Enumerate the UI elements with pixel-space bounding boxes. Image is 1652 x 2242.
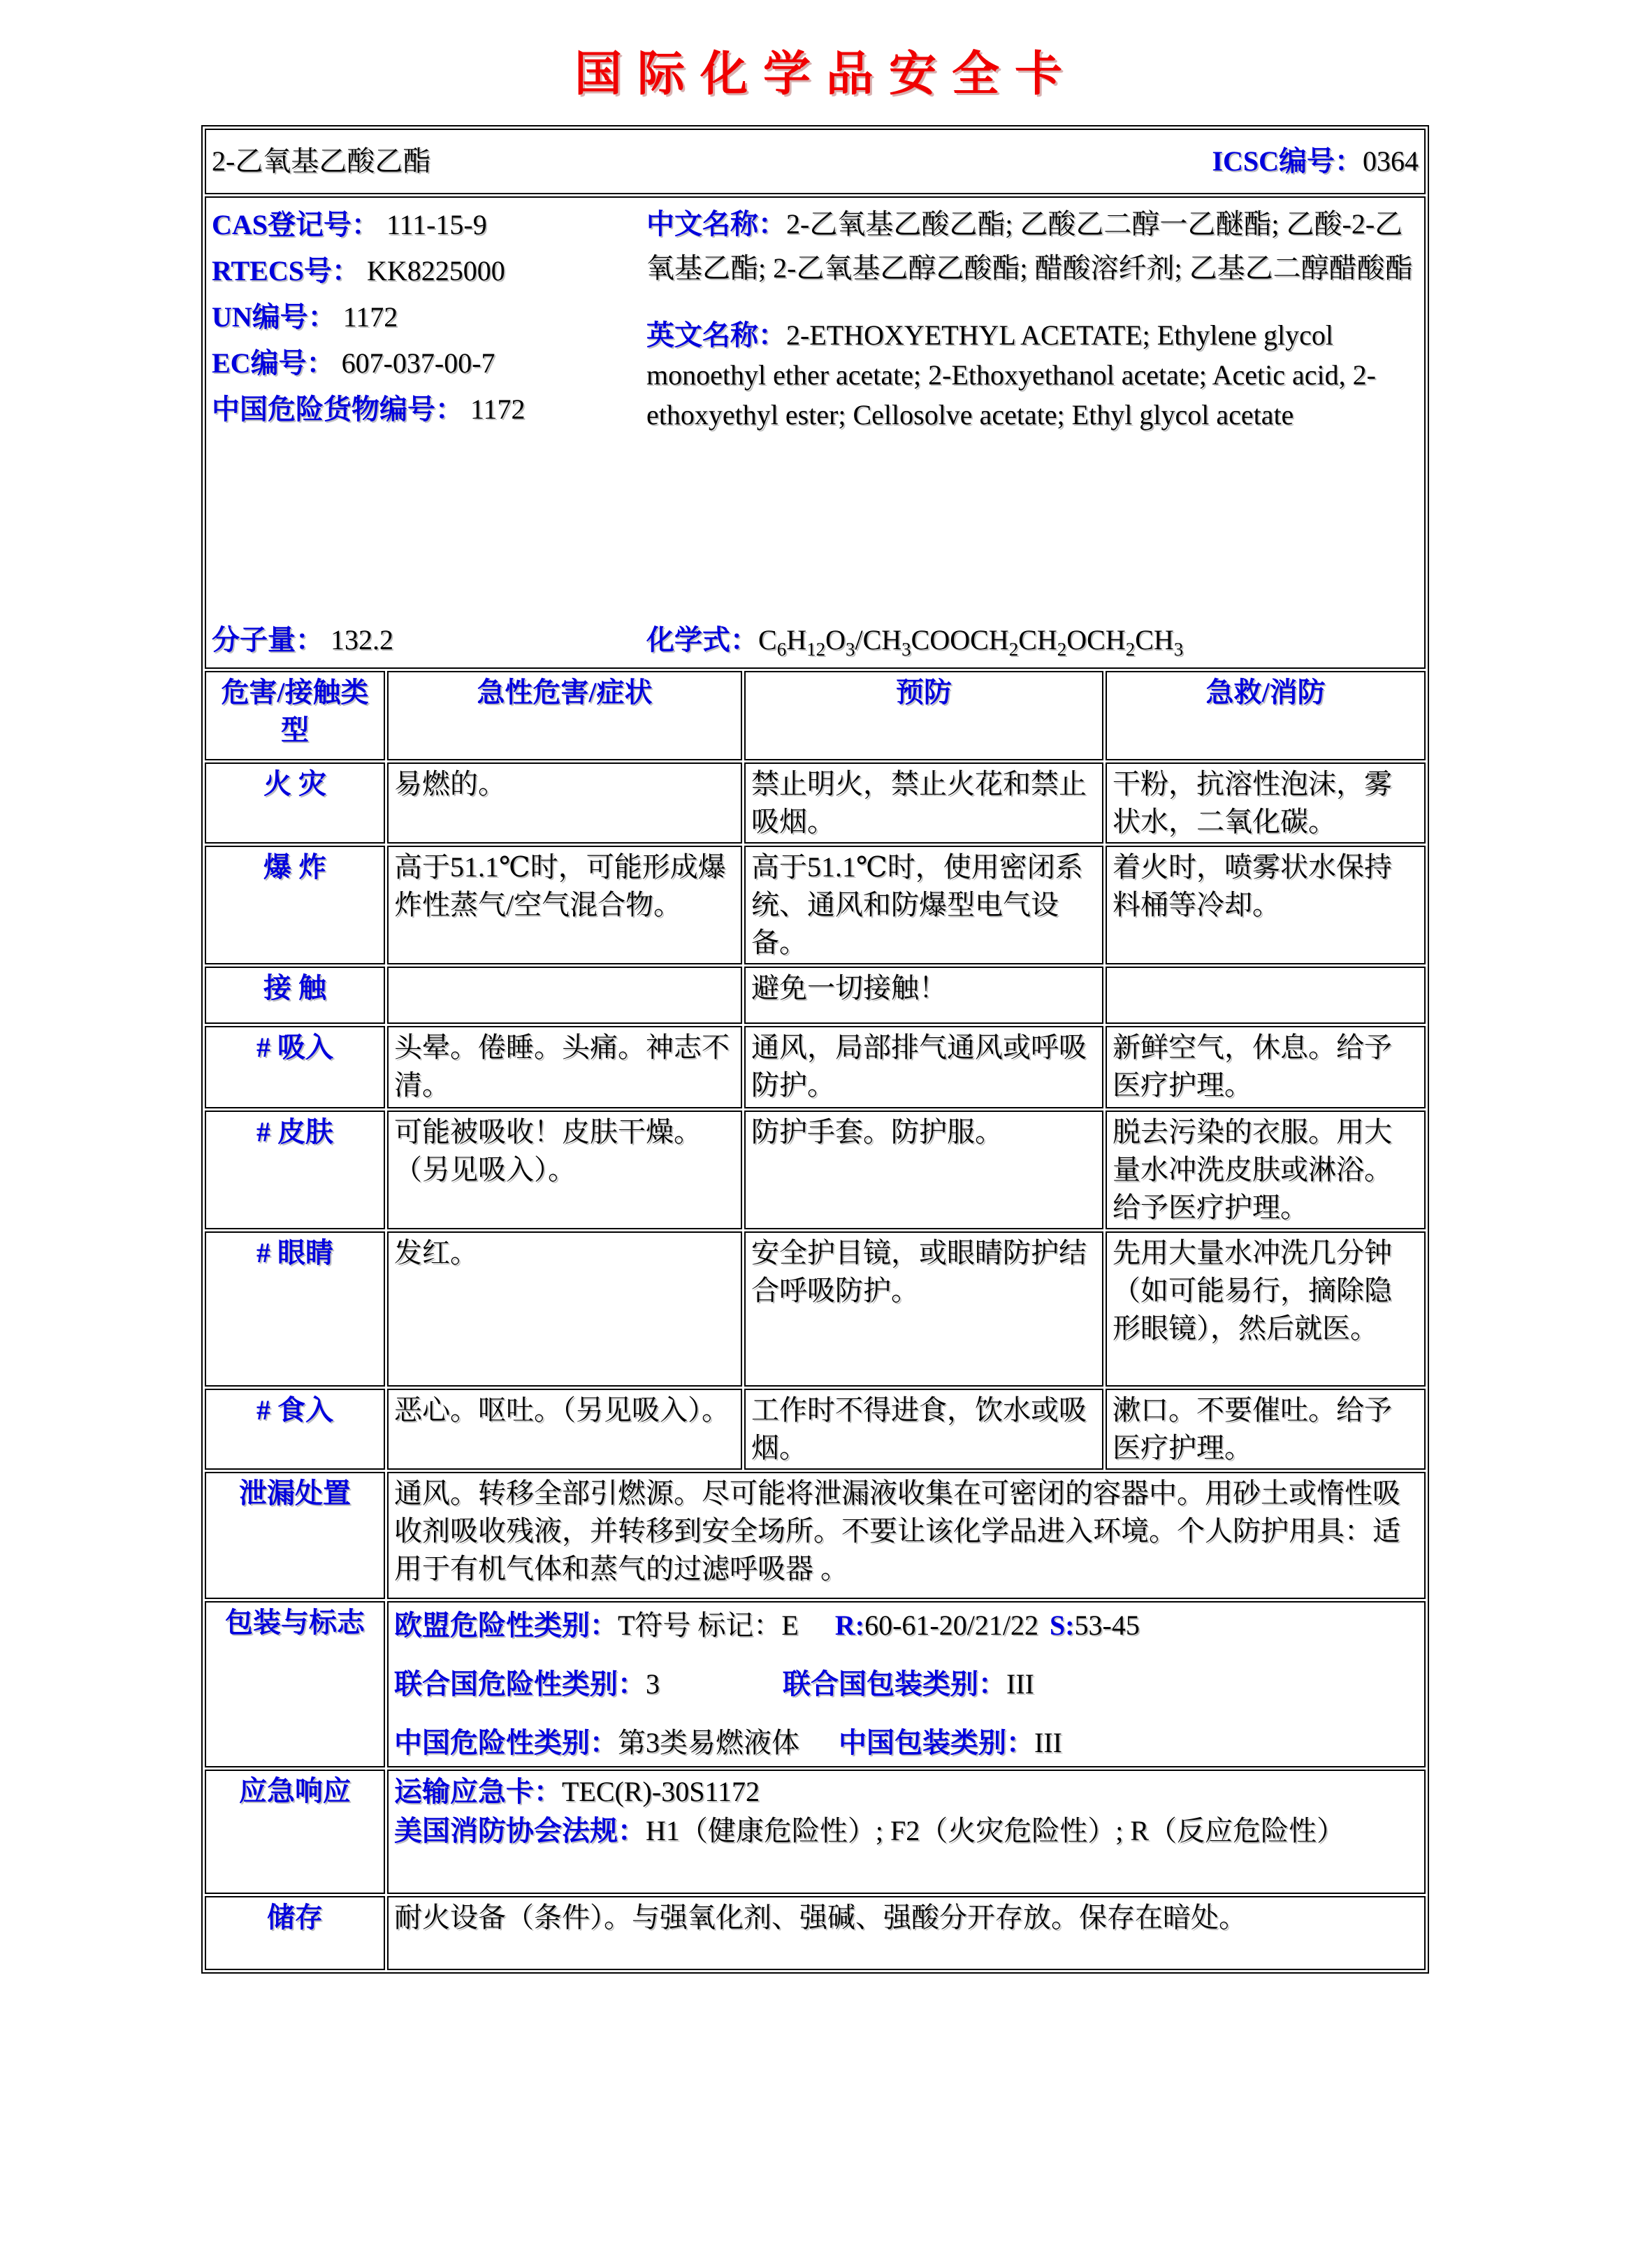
icsc-number: 0364: [1363, 145, 1419, 177]
identifier-line-rtecs: [212, 248, 646, 294]
rtecs-label: RTECS号：: [212, 255, 360, 287]
names-block: [646, 199, 1419, 621]
molecular-weight-label: 分子量：: [212, 624, 324, 656]
eyes-prevention: 安全护目镜，或眼睛防护结合呼吸防护。: [744, 1231, 1103, 1387]
identifier-list: [212, 199, 646, 621]
emergency-row: [205, 1770, 1426, 1894]
cn-pack-label: 中国包装类别：: [839, 1727, 1034, 1758]
english-names: [646, 315, 1419, 435]
s-phrase-value: 53-45: [1074, 1610, 1140, 1641]
explosion-response: 着火时，喷雾状水保持料桶等冷却。: [1106, 846, 1426, 964]
storage-text: 耐火设备（条件）。与强氧化剂、强碱、强酸分开存放。保存在暗处。: [387, 1896, 1426, 1970]
chemical-name: 2-乙氧基乙酸乙酯: [212, 145, 431, 177]
card-table: [201, 125, 1429, 1974]
skin-prevention: 防护手套。防护服。: [744, 1111, 1103, 1229]
english-names-label: 英文名称：: [646, 319, 786, 351]
cn-class-line: [394, 1723, 1419, 1763]
hazard-row-inhalation: [205, 1026, 1426, 1108]
china-dg-value: 1172: [470, 393, 526, 425]
chinese-names-value: 2-乙氧基乙酸乙酯; 乙酸乙二醇一乙醚酯; 乙酸-2-乙氧基乙酯; 2-乙氧基乙醇乙酸酯; 醋酸溶纤剂; 乙基乙二醇醋酸酯: [646, 208, 1413, 284]
eu-class-label: 欧盟危险性类别：: [394, 1610, 618, 1641]
molecular-weight: [212, 621, 646, 659]
cn-class-label: 中国危险性类别：: [394, 1727, 618, 1758]
info-row: [205, 196, 1426, 669]
page-title: 国际化学品安全卡: [574, 48, 1078, 101]
storage-label: 储存: [205, 1896, 385, 1970]
r-phrase-label: R:: [834, 1610, 865, 1641]
spill-text: 通风。转移全部引燃源。尽可能将泄漏液收集在可密闭的容器中。用砂土或惰性吸收剂吸收残液，并转移到安全场所。不要让该化学品进入环境。个人防护用具：适用于有机气体和蒸气的过滤呼吸器 。: [387, 1472, 1426, 1599]
s-phrase-label: S:: [1049, 1610, 1075, 1641]
emergency-label: 应急响应: [205, 1770, 385, 1894]
hazard-row-explosion: [205, 846, 1426, 964]
un-class-label: 联合国危险性类别：: [394, 1668, 646, 1700]
formula-label: 化学式：: [646, 624, 758, 656]
hazard-row-fire: [205, 762, 1426, 844]
un-class-value: 3: [646, 1668, 660, 1700]
fire-response: 干粉，抗溶性泡沫，雾状水，二氧化碳。: [1106, 762, 1426, 844]
hazard-header-row: [205, 671, 1426, 760]
identifier-line-ec: [212, 340, 646, 386]
eu-class-line: [394, 1606, 1419, 1645]
tec-line: [394, 1772, 1419, 1811]
hazard-row-skin: [205, 1111, 1426, 1229]
packaging-row: [205, 1601, 1426, 1767]
hazard-label-inhalation: # 吸入: [205, 1026, 385, 1108]
inhalation-prevention: 通风，局部排气通风或呼吸防护。: [744, 1026, 1103, 1108]
contact-prevention: 避免一切接触！: [744, 967, 1103, 1024]
hazard-header-type: 危害/接触类型: [205, 671, 385, 760]
chinese-names: [646, 202, 1419, 290]
storage-row: [205, 1896, 1426, 1970]
eyes-response: 先用大量水冲洗几分钟（如可能易行，摘除隐形眼镜），然后就医。: [1106, 1231, 1426, 1387]
hazard-label-skin: # 皮肤: [205, 1111, 385, 1229]
un-class-line: [394, 1665, 1419, 1704]
inhalation-symptom: 头晕。倦睡。头痛。神志不清。: [387, 1026, 742, 1108]
hazard-label-contact: 接 触: [205, 967, 385, 1024]
ingestion-response: 漱口。不要催吐。给予医疗护理。: [1106, 1389, 1426, 1470]
card-header-row: [205, 129, 1426, 194]
cn-pack-value: III: [1034, 1727, 1062, 1758]
un-value: 1172: [342, 301, 398, 333]
contact-symptom: [387, 967, 742, 1024]
hazard-row-eyes: [205, 1231, 1426, 1387]
nfpa-label: 美国消防协会法规：: [394, 1815, 646, 1846]
identifier-line-china: [212, 386, 646, 433]
hazard-row-contact: [205, 967, 1426, 1024]
cas-value: 111-15-9: [386, 209, 487, 240]
nfpa-value: H1（健康危险性）; F2（火灾危险性）; R（反应危险性）: [646, 1815, 1345, 1846]
explosion-symptom: 高于51.1℃时，可能形成爆炸性蒸气/空气混合物。: [387, 846, 742, 964]
hazard-label-eyes: # 眼睛: [205, 1231, 385, 1387]
r-phrase-value: 60-61-20/21/22: [864, 1610, 1038, 1641]
hazard-label-explosion: 爆 炸: [205, 846, 385, 964]
chemical-formula: [646, 621, 1183, 659]
tec-label: 运输应急卡：: [394, 1776, 562, 1807]
identifier-line-cas: [212, 202, 646, 248]
fire-symptom: 易燃的。: [387, 762, 742, 844]
icsc-number-group: [1212, 143, 1419, 180]
rtecs-value: KK8225000: [366, 255, 505, 287]
hazard-label-fire: 火 灾: [205, 762, 385, 844]
hazard-header-prevention: 预防: [744, 671, 1103, 760]
eu-class-value: T符号 标记：E: [618, 1610, 799, 1641]
ec-value: 607-037-00-7: [341, 347, 495, 379]
spill-row: [205, 1472, 1426, 1599]
chinese-names-label: 中文名称：: [646, 208, 786, 240]
hazard-row-ingestion: [205, 1389, 1426, 1470]
un-label: UN编号：: [212, 301, 336, 333]
spill-label: 泄漏处置: [205, 1472, 385, 1599]
molecular-weight-value: 132.2: [331, 624, 393, 656]
cn-class-value: 第3类易燃液体: [618, 1727, 799, 1758]
hazard-header-symptom: 急性危害/症状: [387, 671, 742, 760]
icsc-label: ICSC编号：: [1212, 145, 1363, 177]
skin-symptom: 可能被吸收！皮肤干燥。（另见吸入）。: [387, 1111, 742, 1229]
un-pack-value: III: [1006, 1668, 1034, 1700]
identifier-line-un: [212, 294, 646, 340]
contact-response: [1106, 967, 1426, 1024]
cas-label: CAS登记号：: [212, 209, 380, 240]
ingestion-prevention: 工作时不得进食，饮水或吸烟。: [744, 1389, 1103, 1470]
fire-prevention: 禁止明火，禁止火花和禁止吸烟。: [744, 762, 1103, 844]
packaging-label: 包装与标志: [205, 1601, 385, 1767]
china-dg-label: 中国危险货物编号：: [212, 393, 463, 425]
hazard-label-ingestion: # 食入: [205, 1389, 385, 1470]
formula-value: $C_6H_{12}O_3/CH_3COOCH_2CH_2OCH_2CH_3$: [758, 624, 1184, 660]
un-pack-label: 联合国包装类别：: [783, 1668, 1006, 1700]
skin-response: 脱去污染的衣服。用大量水冲洗皮肤或淋浴。给予医疗护理。: [1106, 1111, 1426, 1229]
ingestion-symptom: 恶心。呕吐。（另见吸入）。: [387, 1389, 742, 1470]
explosion-prevention: 高于51.1℃时，使用密闭系统、通风和防爆型电气设备。: [744, 846, 1103, 964]
tec-value: TEC(R)-30S1172: [562, 1776, 760, 1807]
inhalation-response: 新鲜空气，休息。给予医疗护理。: [1106, 1026, 1426, 1108]
ec-label: EC编号：: [212, 347, 335, 379]
hazard-header-response: 急救/消防: [1106, 671, 1426, 760]
nfpa-line: [394, 1811, 1419, 1851]
english-names-value: 2-ETHOXYETHYL ACETATE; Ethylene glycol monoethyl ether acetate; 2-Ethoxyethanol acetate; Acetic acid, 2-ethoxyethyl ester; Cellosolve acetate; Ethyl glycol acetate: [646, 319, 1376, 431]
eyes-symptom: 发红。: [387, 1231, 742, 1387]
